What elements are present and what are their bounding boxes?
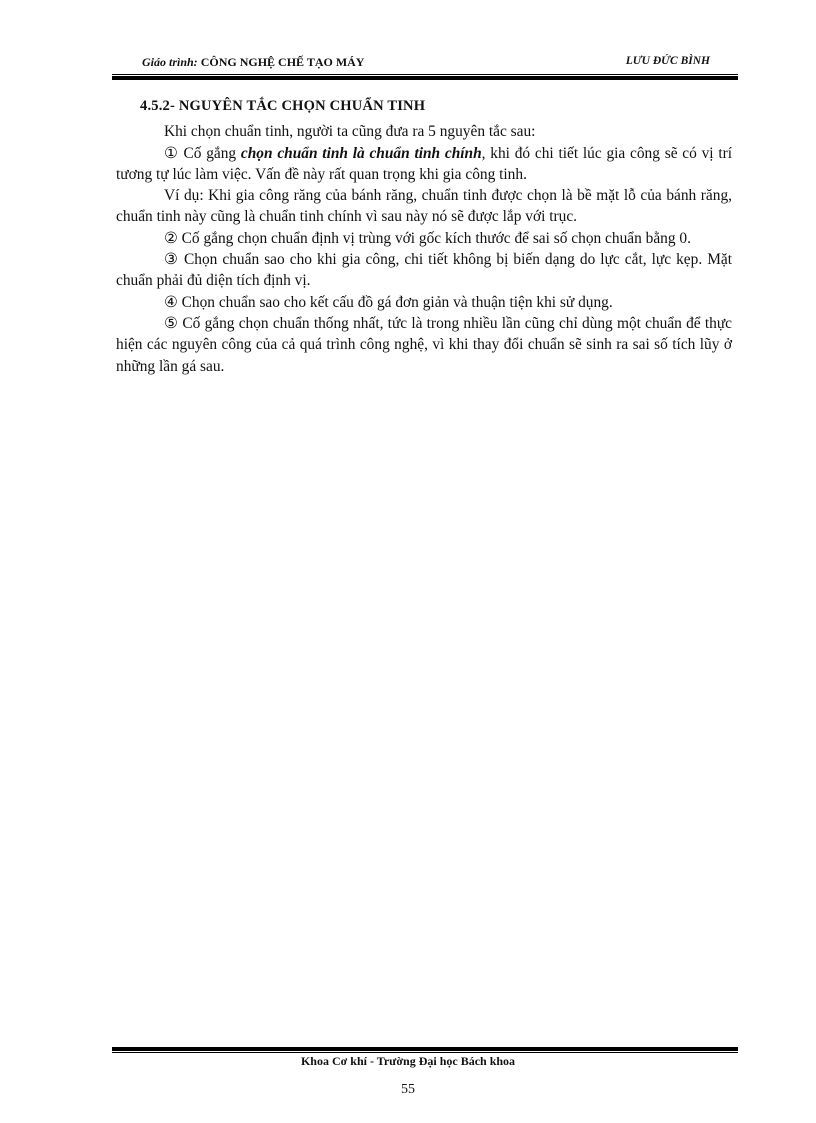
paragraph-principle-1 xyxy=(116,143,732,186)
header-course-title xyxy=(142,55,364,70)
paragraph-principle-5: ⑤ Cố gắng chọn chuẩn thống nhất, tức là trong nhiều lần cũng chỉ dùng một chuẩn để thực hiện các nguyên công của cả quá trình công nghệ, vì khi thay đổi chuẩn sẽ sinh ra sai số tích lũy ở những lần gá sau. xyxy=(116,314,732,375)
header-course-label: Giáo trình: xyxy=(142,55,198,69)
page-number: 55 xyxy=(401,1082,415,1097)
page-header xyxy=(112,55,738,75)
principle-1-emphasis: chọn chuẩn tinh là chuẩn tinh chính xyxy=(240,144,482,162)
paragraph-principle-4: ④ Chọn chuẩn sao cho kết cấu đồ gá đơn giản và thuận tiện khi sử dụng. xyxy=(164,293,613,311)
paragraph-principle-2: ② Cố gắng chọn chuẩn định vị trùng với gốc kích thước để sai số chọn chuẩn bằng 0. xyxy=(164,229,691,247)
header-rule-thin xyxy=(112,74,738,75)
paragraph-intro: Khi chọn chuẩn tinh, người ta cũng đưa ra 5 nguyên tắc sau: xyxy=(164,123,536,141)
header-course-name: CÔNG NGHỆ CHẾ TẠO MÁY xyxy=(200,55,365,69)
header-author: LƯU ĐỨC BÌNH xyxy=(625,55,710,67)
header-rule-thick xyxy=(112,76,738,80)
footer-rule-thick xyxy=(112,1047,738,1051)
principle-1-end: , khi đó chi tiết lúc gia công sẽ có vị trí tương tự lúc làm việc. Vấn đề này rất quan trọng khi gia công tinh. xyxy=(116,144,732,183)
section-heading: 4.5.2- NGUYÊN TẮC CHỌN CHUẨN TINH xyxy=(140,98,426,114)
paragraph-principle-3: ③ Chọn chuẩn sao cho khi gia công, chi tiết không bị biến dạng do lực cắt, lực kẹp. Mặt chuẩn phải đủ diện tích định vị. xyxy=(116,251,732,290)
paragraph-example: Ví dụ: Khi gia công răng của bánh răng, chuẩn tinh được chọn là bề mặt lỗ của bánh răng, chuẩn tinh này cũng là chuẩn tinh chính vì sau này nó sẽ được lắp với trục. xyxy=(116,187,732,226)
page-body xyxy=(116,96,732,377)
principle-1-start: ① Cố gắng xyxy=(164,144,241,162)
footer-rule-thin xyxy=(112,1052,738,1053)
footer-institution: Khoa Cơ khí - Trường Đại học Bách khoa xyxy=(300,1054,516,1068)
